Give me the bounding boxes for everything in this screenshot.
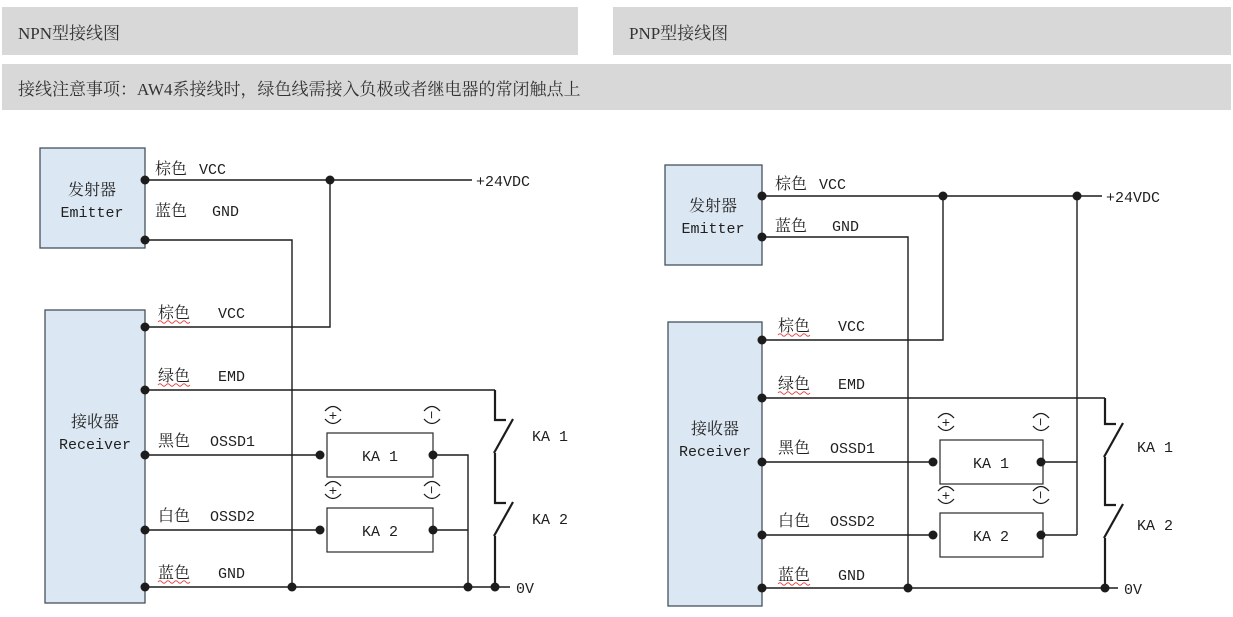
pnp-rx-vcc-signal: VCC [838, 319, 866, 336]
junction-dot [758, 336, 767, 345]
pnp-zero-label: 0V [1124, 582, 1143, 599]
junction-dot [141, 176, 150, 185]
junction-dot [904, 584, 913, 593]
junction-dot [758, 233, 767, 242]
svg-text:−: − [422, 485, 438, 495]
pnp-ka1-minus-mark [1031, 414, 1049, 431]
junction-dot [316, 526, 325, 535]
svg-text:−: − [1031, 490, 1047, 500]
pnp-receiver-label-en: Receiver [678, 444, 752, 461]
pnp-emitter-gnd-color: 蓝色 [775, 218, 808, 236]
pnp-ossd1-color: 黑色 [778, 440, 811, 458]
npn-ossd2-signal: OSSD2 [210, 509, 256, 526]
svg-text:+: + [941, 416, 951, 432]
junction-dot [141, 236, 150, 245]
npn-emitter-gnd-color: 蓝色 [155, 203, 188, 221]
npn-emitter-label-cn: 发射器 [67, 182, 117, 200]
junction-dot [1037, 458, 1046, 467]
wiring-note-text: 接线注意事项：AW4系接线时，绿色线需接入负极或者继电器的常闭触点上 [18, 79, 581, 99]
npn-ossd1-signal: OSSD1 [210, 434, 256, 451]
svg-text:−: − [422, 410, 438, 420]
pnp-ka2-contact-blade [1104, 504, 1123, 538]
junction-dot [1037, 531, 1046, 540]
npn-emitter-gnd-wire [145, 240, 292, 587]
pnp-ka1-plus-mark [938, 414, 954, 433]
npn-diagram [40, 148, 568, 603]
npn-ka2-contact-label: KA 2 [532, 512, 569, 529]
pnp-ossd2-signal: OSSD2 [830, 514, 876, 531]
junction-dot [141, 583, 150, 592]
pnp-ossd2-color: 白色 [778, 513, 811, 531]
npn-emitter-gnd-signal: GND [212, 204, 240, 221]
junction-dot [141, 386, 150, 395]
pnp-emitter-label-en: Emitter [681, 221, 745, 238]
npn-ossd1-color: 黑色 [158, 433, 191, 451]
npn-ka1-minus-mark [422, 407, 440, 424]
junction-dot [316, 451, 325, 460]
junction-dot [429, 451, 438, 460]
junction-dot [491, 583, 500, 592]
junction-dot [758, 531, 767, 540]
header-npn-label: NPN型接线图 [18, 23, 121, 43]
pnp-ka1-coil-label: KA 1 [972, 456, 1010, 473]
pnp-emd-color: 绿色 [778, 376, 811, 394]
pnp-rx-vcc-color: 棕色 [778, 318, 811, 336]
npn-ka1-coil-label: KA 1 [361, 449, 399, 466]
pnp-receiver-label-cn: 接收器 [690, 421, 740, 439]
npn-rx-gnd-color: 蓝色 [158, 565, 191, 583]
junction-dot [758, 584, 767, 593]
npn-rx-vcc-color: 棕色 [158, 305, 191, 323]
npn-ka2-plus-mark [325, 482, 341, 501]
npn-receiver-box [45, 310, 145, 603]
pnp-emitter-vcc-signal: VCC [819, 177, 847, 194]
junction-dot [464, 583, 473, 592]
pnp-ossd1-signal: OSSD1 [830, 441, 876, 458]
npn-contact-chain-mid [495, 453, 506, 503]
npn-supply-label: +24VDC [476, 174, 531, 191]
junction-dot [141, 526, 150, 535]
npn-zero-label: 0V [516, 581, 535, 598]
junction-dot [929, 458, 938, 467]
pnp-ka1-contact-label: KA 1 [1137, 440, 1174, 457]
npn-ka2-minus-mark [422, 482, 440, 499]
pnp-ka2-minus-mark [1031, 487, 1049, 504]
npn-ka1-return-wire [433, 455, 468, 587]
npn-emitter-vcc-color: 棕色 [155, 161, 188, 179]
svg-text:+: + [328, 409, 338, 425]
pnp-ka2-coil-label: KA 2 [972, 529, 1010, 546]
junction-dot [939, 192, 948, 201]
junction-dot [141, 451, 150, 460]
npn-ka2-contact-blade [494, 502, 513, 536]
npn-rx-gnd-signal: GND [218, 566, 246, 583]
pnp-rx-gnd-color: 蓝色 [778, 567, 811, 585]
junction-dot [429, 526, 438, 535]
pnp-contact-chain-mid [1105, 457, 1116, 505]
npn-ka1-contact-blade [494, 419, 513, 453]
pnp-supply-label: +24VDC [1106, 190, 1161, 207]
pnp-diagram [665, 165, 1173, 606]
header-pnp-label: PNP型接线图 [629, 23, 729, 43]
junction-dot [141, 323, 150, 332]
pnp-emd-signal: EMD [838, 377, 866, 394]
pnp-ka1-contact-blade [1104, 423, 1123, 457]
pnp-contact-chain-top [1105, 398, 1116, 424]
svg-text:+: + [328, 484, 338, 500]
npn-receiver-label-en: Receiver [58, 437, 132, 454]
npn-ka1-contact-label: KA 1 [532, 429, 569, 446]
junction-dot [288, 583, 297, 592]
svg-text:+: + [941, 489, 951, 505]
junction-dot [929, 531, 938, 540]
svg-text:−: − [1031, 417, 1047, 427]
npn-contact-chain-top [495, 390, 506, 420]
pnp-ka2-plus-mark [938, 487, 954, 506]
pnp-emitter-gnd-signal: GND [832, 219, 860, 236]
npn-emitter-vcc-signal: VCC [199, 162, 227, 179]
npn-ka1-plus-mark [325, 407, 341, 426]
pnp-rx-gnd-signal: GND [838, 568, 866, 585]
junction-dot [326, 176, 335, 185]
npn-rx-vcc-signal: VCC [218, 306, 246, 323]
npn-emitter-label-en: Emitter [60, 205, 124, 222]
junction-dot [1101, 584, 1110, 593]
junction-dot [758, 458, 767, 467]
npn-emd-signal: EMD [218, 369, 246, 386]
junction-dot [1073, 192, 1082, 201]
npn-ka2-coil-label: KA 2 [361, 524, 399, 541]
pnp-receiver-box [668, 322, 762, 606]
junction-dot [758, 192, 767, 201]
pnp-ka2-contact-label: KA 2 [1137, 518, 1174, 535]
pnp-emitter-label-cn: 发射器 [688, 198, 738, 216]
npn-emd-color: 绿色 [158, 368, 191, 386]
npn-ossd2-color: 白色 [158, 508, 191, 526]
npn-receiver-label-cn: 接收器 [70, 414, 120, 432]
junction-dot [758, 394, 767, 403]
pnp-emitter-vcc-color: 棕色 [775, 176, 808, 194]
